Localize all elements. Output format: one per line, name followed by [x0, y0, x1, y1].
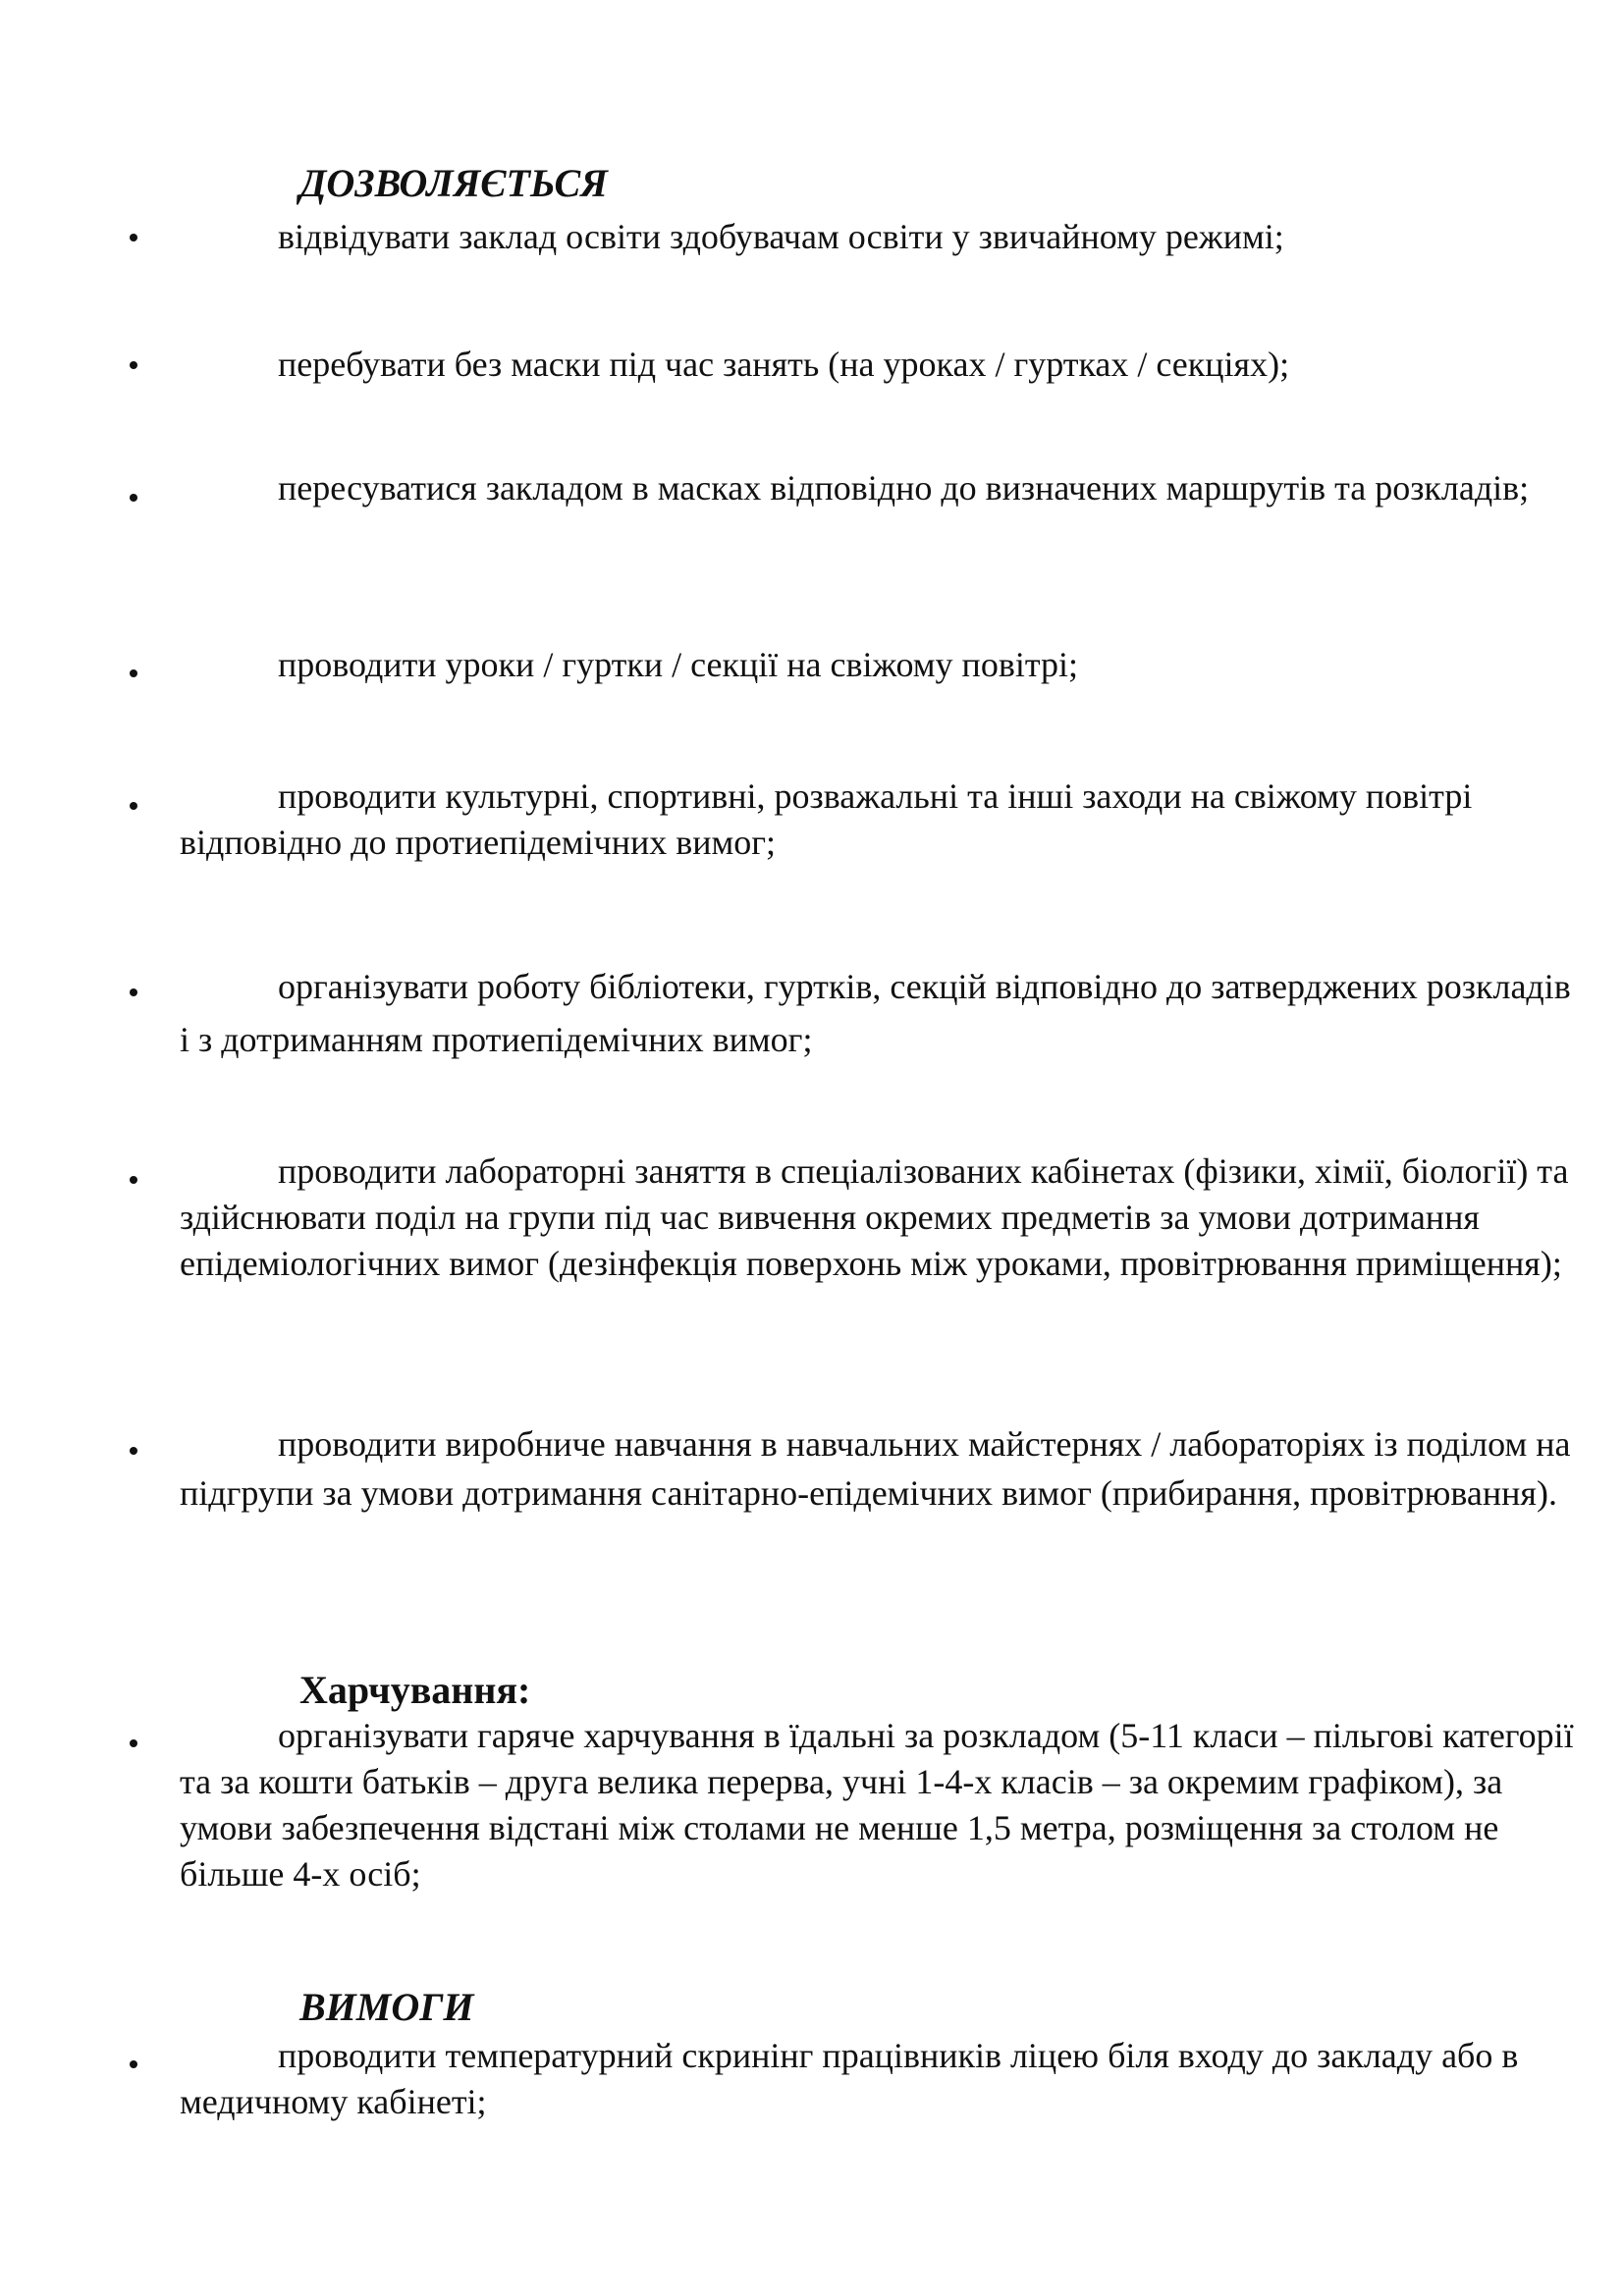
bullet	[128, 800, 139, 812]
bullet	[128, 667, 139, 679]
list-item: проводити лабораторні заняття в спеціалізованих кабінетах (фізики, хімії, біології) та здійснювати поділ на групи під час вивчення окремих предметів за умови дотримання епідеміологічних вимог (дезінфекція поверхонь між уроками, провітрювання приміщення);	[180, 1151, 1569, 1283]
list-item: організувати гаряче харчування в їдальні за розкладом (5-11 класи – пільгові категорії та за кошти батьків – друга велика перерва, учні 1-4-х класів – за окремим графіком), за умови забезпечення відстані між столами не менше 1,5 метра, розміщення за столом не більше 4-х осіб;	[180, 1716, 1574, 1894]
list-item: організувати роботу бібліотеки, гуртків, секцій відповідно до затверджених розкладів і з дотриманням протиепідемічних вимог;	[180, 967, 1571, 1059]
list-item: проводити температурний скринінг працівників ліцею біля входу до закладу або в медичному кабінеті;	[180, 2036, 1519, 2121]
bullet	[128, 232, 139, 243]
section-heading-meals: Харчування:	[299, 1668, 531, 1712]
section-heading-allowed: ДОЗВОЛЯЄТЬСЯ	[299, 161, 608, 205]
list-item: відвідувати заклад освіти здобувачам освіти у звичайному режимі;	[278, 217, 1284, 256]
bullet	[128, 2058, 139, 2070]
list-item: перебувати без маски під час занять (на уроках / гуртках / секціях);	[278, 345, 1290, 384]
list-item: проводити культурні, спортивні, розважальні та інші заходи на свіжому повітрі відповідно до протиепідемічних вимог;	[180, 776, 1473, 862]
list-item: проводити уроки / гуртки / секції на свіжому повітрі;	[278, 645, 1078, 684]
bullet	[128, 1737, 139, 1749]
bullet	[128, 359, 139, 371]
bullet	[128, 987, 139, 998]
list-item: проводити виробниче навчання в навчальних майстернях / лабораторіях із поділом на підгрупи за умови дотримання санітарно-епідемічних вимог (прибирання, провітрювання).	[180, 1424, 1571, 1513]
bullet	[128, 1174, 139, 1186]
list-item: пересуватися закладом в масках відповідно до визначених маршрутів та розкладів;	[278, 468, 1530, 507]
section-heading-requirements: ВИМОГИ	[299, 1985, 474, 2029]
bullet	[128, 492, 139, 504]
bullet	[128, 1445, 139, 1457]
